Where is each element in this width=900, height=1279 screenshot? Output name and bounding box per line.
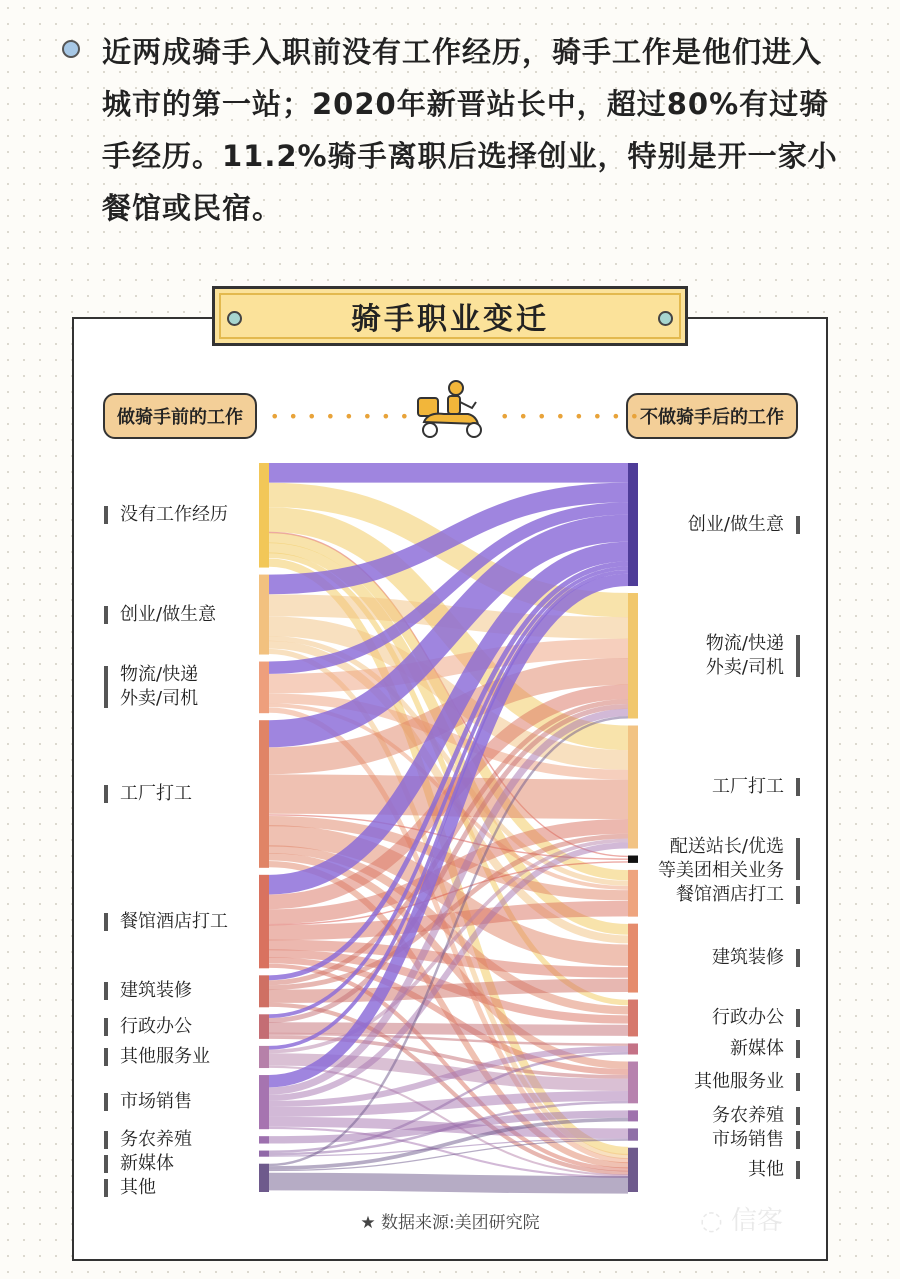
left-node-label-line: 餐馆酒店打工 bbox=[120, 910, 228, 932]
left-node-bar bbox=[259, 1151, 269, 1157]
right-node-label bbox=[712, 1104, 800, 1128]
flow-link bbox=[269, 1182, 628, 1185]
right-node-label bbox=[712, 946, 800, 970]
right-node-bar bbox=[628, 870, 638, 917]
left-node-label bbox=[104, 1090, 192, 1114]
left-node-label-line: 其他 bbox=[120, 1176, 156, 1198]
right-node-label-line: 配送站长/优选 bbox=[669, 836, 784, 858]
left-node-label-line: 新媒体 bbox=[120, 1152, 174, 1174]
right-node-label bbox=[712, 1128, 800, 1152]
watermark-logo: ◌ 信客 bbox=[700, 1206, 783, 1236]
right-node-label bbox=[676, 883, 800, 907]
left-node-label bbox=[104, 503, 228, 527]
left-node-label bbox=[104, 663, 198, 711]
right-node-label-line: 创业/做生意 bbox=[687, 513, 784, 535]
left-node-label-line: 行政办公 bbox=[120, 1015, 192, 1037]
left-node-label bbox=[104, 1015, 192, 1039]
left-node-label-line: 务农养殖 bbox=[120, 1128, 192, 1150]
left-node-bar bbox=[259, 1014, 269, 1039]
right-node-label-line: 新媒体 bbox=[730, 1037, 784, 1059]
left-node-label bbox=[104, 910, 228, 934]
left-node-bar bbox=[259, 1164, 269, 1192]
right-node-label bbox=[730, 1037, 800, 1061]
left-node-label-line: 市场销售 bbox=[120, 1091, 192, 1113]
right-node-label bbox=[688, 513, 800, 537]
right-node-label-line: 外卖/司机 bbox=[705, 656, 784, 678]
left-node-label-line: 其他服务业 bbox=[120, 1045, 210, 1067]
right-node-label-line: 工厂打工 bbox=[712, 776, 784, 797]
intro-text: 近两成骑手入职前没有工作经历，骑手工作是他们进入城市的第一站；2020年新晋站长中，超过80%有过骑手经历。11.2%骑手离职后选择创业，特别是开一家小餐馆或民宿。 bbox=[102, 35, 838, 225]
right-node-label-line: 其他服务业 bbox=[694, 1071, 784, 1093]
right-node-bar bbox=[628, 924, 638, 993]
right-node-label-line: 其他 bbox=[748, 1158, 784, 1180]
right-node-label bbox=[706, 632, 800, 680]
left-node-label-line: 没有工作经历 bbox=[120, 504, 228, 526]
right-node-label-line: 等美团相关业务 bbox=[658, 860, 784, 882]
right-node-bar bbox=[628, 1110, 638, 1121]
flow-link bbox=[269, 985, 628, 996]
right-node-bar bbox=[628, 725, 638, 848]
right-node-label-line: 市场销售 bbox=[712, 1128, 784, 1150]
data-source-note: ★ 数据来源:美团研究院 bbox=[360, 1213, 540, 1233]
left-node-label-line: 外卖/司机 bbox=[120, 688, 199, 710]
right-node-label bbox=[748, 1158, 800, 1182]
chart-title: 骑手职业变迁 bbox=[351, 302, 549, 337]
left-node-label-line: 创业/做生意 bbox=[120, 603, 217, 625]
left-node-bar bbox=[259, 975, 269, 1007]
left-node-label bbox=[104, 1152, 174, 1176]
left-node-bar bbox=[259, 1136, 269, 1143]
arrow-dots-right: • • • • • • • • bbox=[500, 407, 642, 426]
left-column-title: 做骑手前的工作 bbox=[103, 393, 257, 439]
left-node-label-line: 工厂打工 bbox=[120, 783, 192, 804]
left-node-bar bbox=[259, 875, 269, 968]
left-node-bar bbox=[259, 720, 269, 868]
right-node-label bbox=[658, 835, 800, 883]
right-node-bar bbox=[628, 856, 638, 863]
arrow-dots-left: • • • • • • • • bbox=[270, 407, 412, 426]
left-node-bar bbox=[259, 575, 269, 655]
left-node-label bbox=[104, 603, 216, 627]
left-node-bar bbox=[259, 1046, 269, 1068]
right-node-bar bbox=[628, 1000, 638, 1037]
right-node-label-line: 物流/快递 bbox=[705, 632, 784, 654]
right-node-label-line: 建筑装修 bbox=[712, 947, 784, 969]
right-node-bar bbox=[628, 1128, 638, 1140]
left-node-bar bbox=[259, 1075, 269, 1129]
right-node-label-line: 餐馆酒店打工 bbox=[676, 884, 784, 906]
left-node-label bbox=[104, 1128, 192, 1152]
right-node-label-line: 行政办公 bbox=[712, 1006, 784, 1028]
left-node-bar bbox=[259, 463, 269, 568]
right-node-label bbox=[712, 1006, 800, 1030]
left-node-label bbox=[104, 1176, 156, 1200]
right-node-bar bbox=[628, 1062, 638, 1104]
right-node-bar bbox=[628, 1148, 638, 1192]
right-column-title: 不做骑手后的工作 bbox=[626, 393, 798, 439]
left-node-label bbox=[104, 782, 192, 806]
left-node-label-line: 建筑装修 bbox=[120, 980, 192, 1002]
left-node-label-line: 物流/快递 bbox=[120, 664, 199, 686]
right-node-bar bbox=[628, 1043, 638, 1054]
right-node-bar bbox=[628, 463, 638, 586]
right-node-label-line: 务农养殖 bbox=[712, 1104, 784, 1126]
right-node-label bbox=[694, 1070, 800, 1094]
sankey-flows bbox=[269, 473, 628, 1185]
left-node-label bbox=[104, 1045, 210, 1069]
right-node-bar bbox=[628, 593, 638, 718]
right-node-label bbox=[712, 775, 800, 799]
left-node-label bbox=[104, 979, 192, 1003]
left-node-bar bbox=[259, 662, 269, 714]
